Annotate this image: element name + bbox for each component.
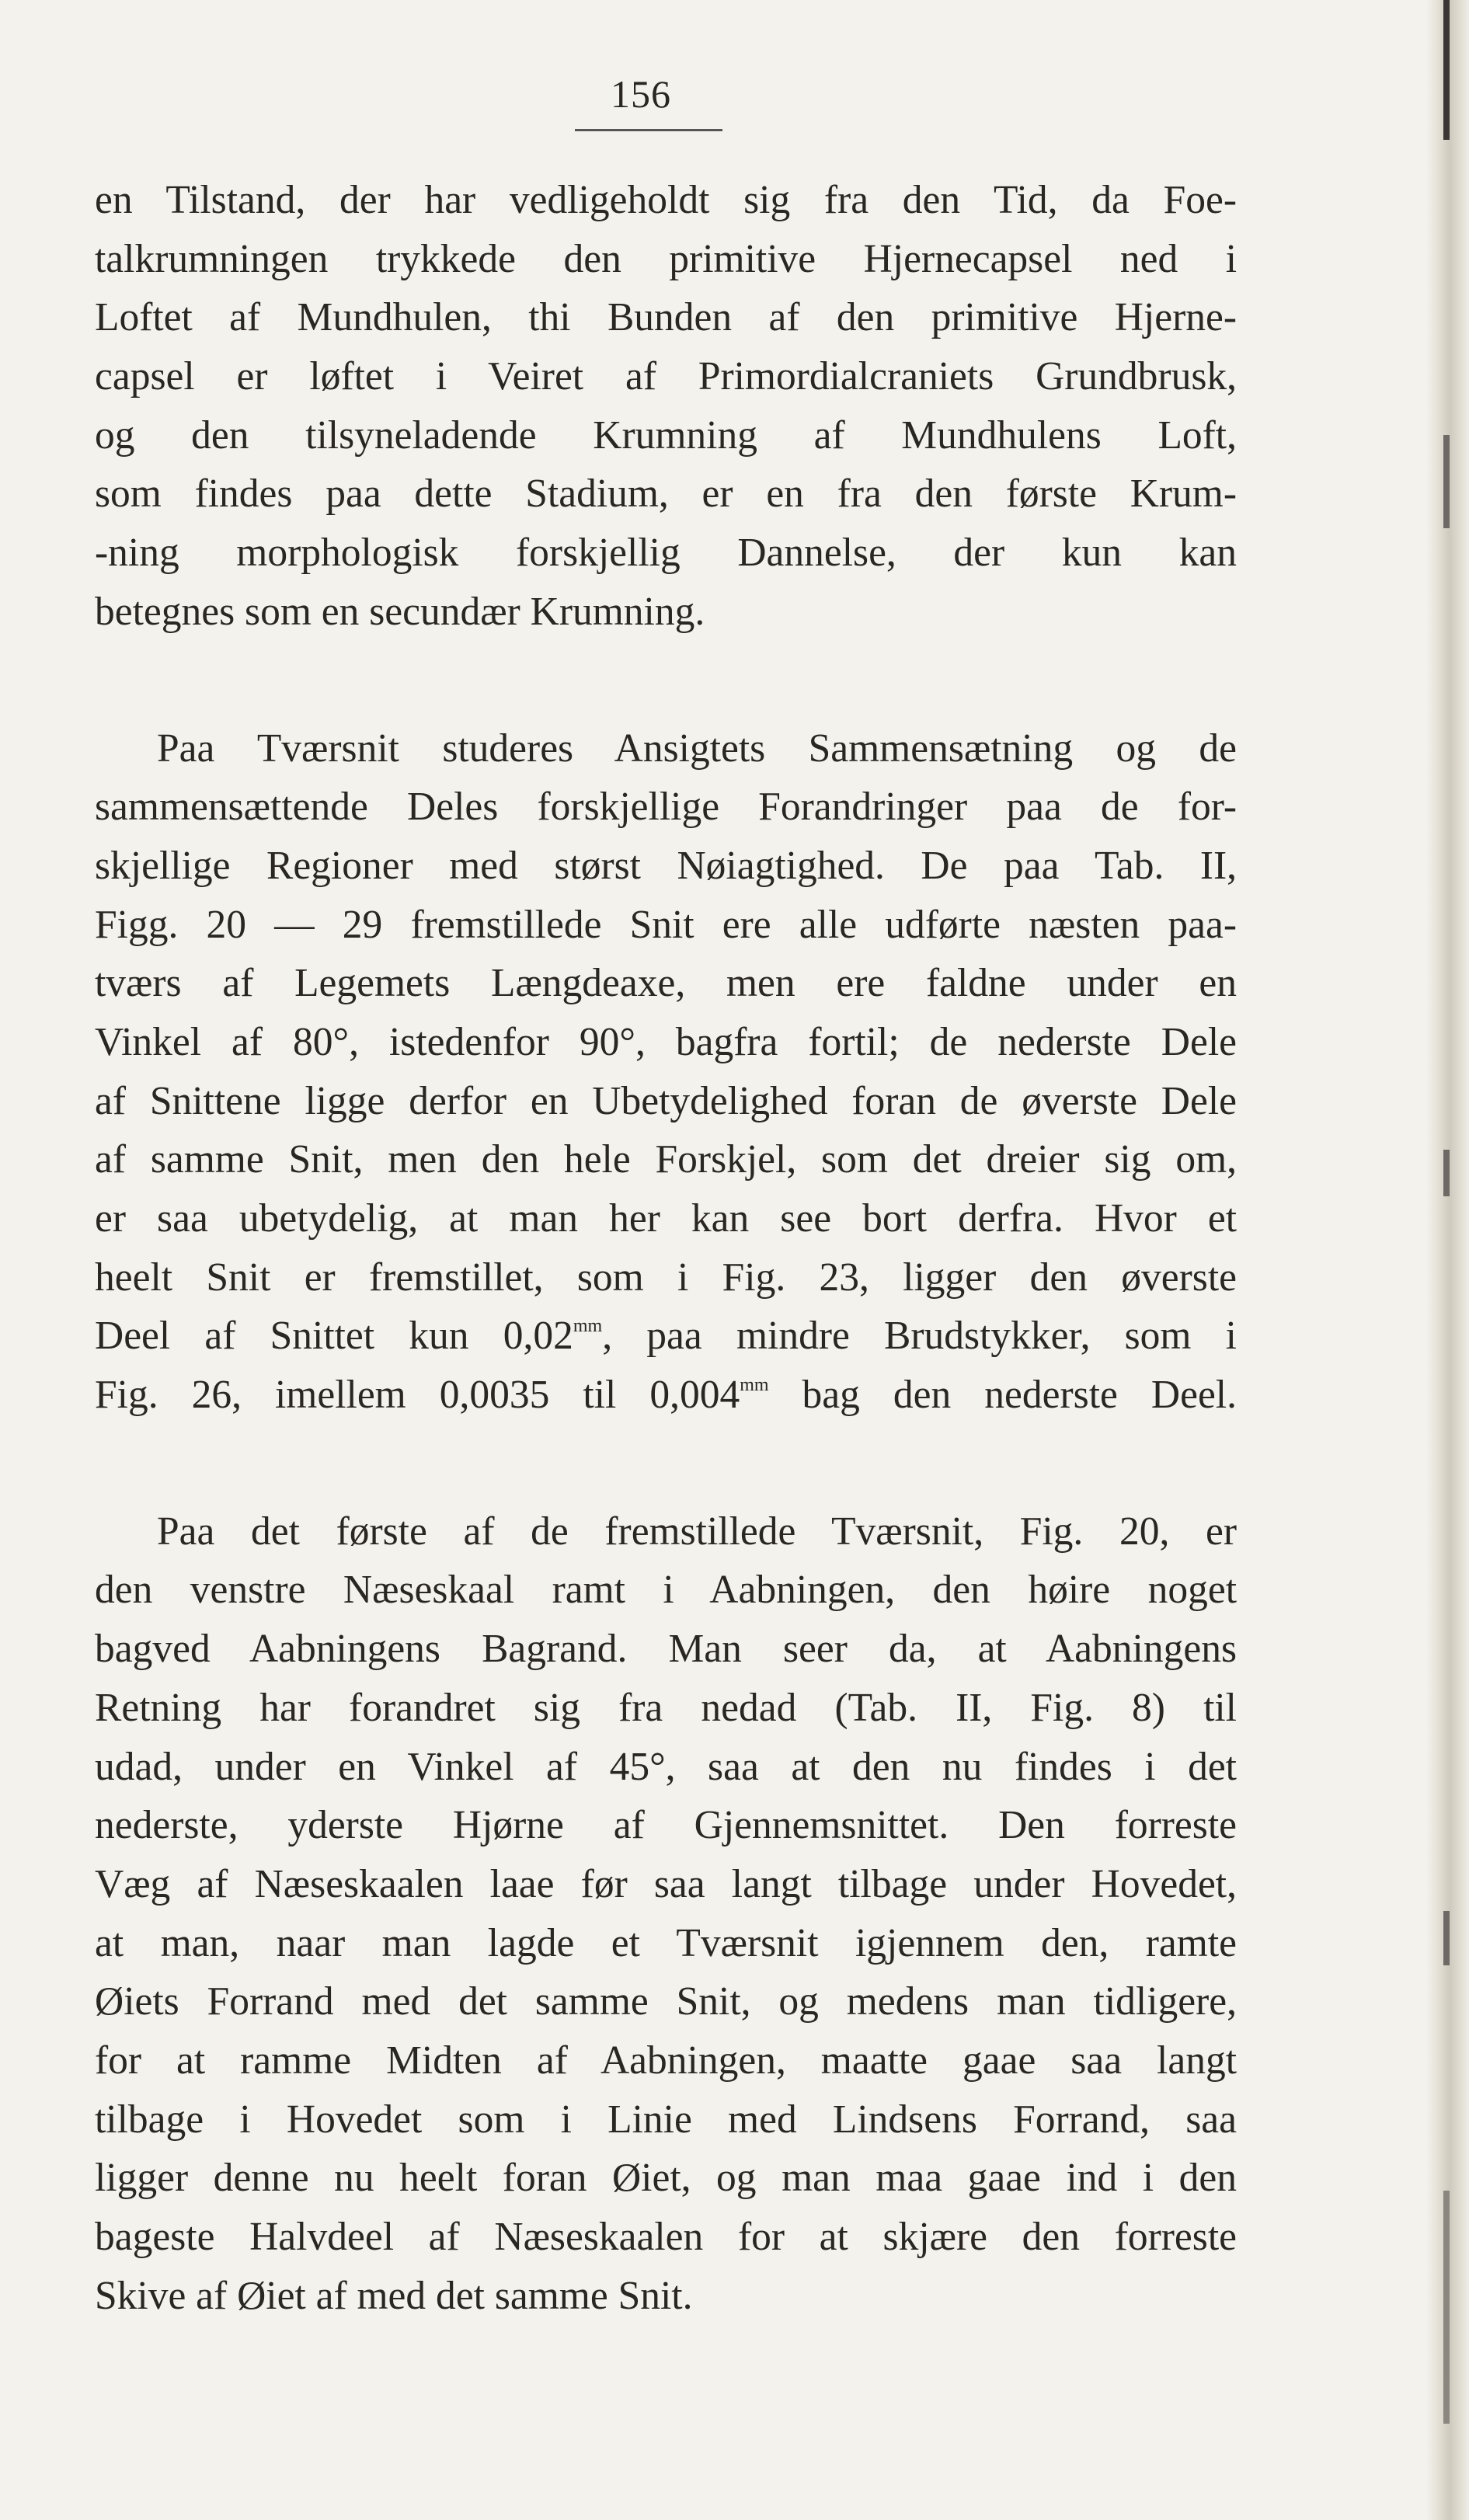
unit-superscript: mm	[740, 1375, 769, 1396]
text-line: Øiets Forrand med det samme Snit, og medens man tidligere,	[95, 1979, 1237, 2024]
binding-edge-mark	[1443, 1150, 1450, 1196]
text-line: heelt Snit er fremstillet, som i Fig. 23, ligger den øverste	[95, 1255, 1237, 1300]
text-line: Retning har forandret sig fra nedad (Tab. II, Fig. 8) til	[95, 1685, 1237, 1730]
text-line: at man, naar man lagde et Tværsnit igjennem den, ramte	[95, 1920, 1237, 1965]
text-line: Vinkel af 80°, istedenfor 90°, bagfra fortil; de nederste Dele	[95, 1019, 1237, 1064]
text-line: Væg af Næseskaalen laae før saa langt tilbage under Hovedet,	[95, 1861, 1237, 1906]
text-segment: Fig. 26, imellem 0,0035 til 0,004	[95, 1373, 740, 1418]
text-segment: bag den nederste Deel.	[768, 1373, 1237, 1418]
text-line: af samme Snit, men den hele Forskjel, som det dreier sig om,	[95, 1137, 1237, 1182]
text-line: Skive af Øiet af med det samme Snit.	[95, 2273, 693, 2318]
text-line: og den tilsyneladende Krumning af Mundhulens Loft,	[95, 412, 1237, 458]
text-line: -ning morphologisk forskjellig Dannelse, der kun kan	[95, 531, 1237, 576]
text-line: bagved Aabningens Bagrand. Man seer da, at Aabningens	[95, 1627, 1237, 1672]
text-line: ligger denne nu heelt foran Øiet, og man maa gaae ind i den	[95, 2156, 1237, 2201]
text-line: den venstre Næseskaal ramt i Aabningen, den høire noget	[95, 1568, 1237, 1613]
text-line: en Tilstand, der har vedligeholdt sig fra den Tid, da Foe-	[95, 178, 1237, 222]
binding-edge-mark	[1443, 0, 1450, 140]
page-number-rule	[575, 129, 722, 131]
binding-edge-mark	[1443, 1911, 1450, 1965]
text-line: Figg. 20 — 29 fremstillede Snit ere alle udførte næsten paa-	[95, 902, 1237, 947]
text-line: Paa det første af de fremstillede Tværsnit, Fig. 20, er	[157, 1509, 1237, 1554]
paragraph-2	[95, 719, 1237, 1425]
text-line-with-unit	[95, 1366, 1237, 1425]
binding-edge-mark	[1443, 435, 1450, 528]
unit-superscript: mm	[573, 1316, 603, 1337]
text-line: nederste, yderste Hjørne af Gjennemsnittet. Den forreste	[95, 1803, 1237, 1848]
page-number: 156	[611, 72, 671, 116]
paragraph-gap	[95, 642, 1237, 719]
text-line-with-unit	[95, 1307, 1237, 1366]
text-line: sammensættende Deles forskjellige Forandringer paa de for-	[95, 785, 1237, 830]
text-line: er saa ubetydelig, at man her kan see bort derfra. Hvor et	[95, 1196, 1237, 1241]
text-segment: , paa mindre Brudstykker, som i	[602, 1314, 1237, 1359]
text-line: udad, under en Vinkel af 45°, saa at den nu findes i det	[95, 1744, 1237, 1789]
text-line: Loftet af Mundhulen, thi Bunden af den primitive Hjerne-	[95, 295, 1237, 340]
text-line: som findes paa dette Stadium, er en fra den første Krum-	[95, 472, 1237, 517]
paragraph-gap	[95, 1425, 1237, 1502]
paragraph-3	[95, 1502, 1237, 2326]
binding-edge-mark	[1443, 2191, 1450, 2424]
text-line: capsel er løftet i Veiret af Primordialcraniets Grundbrusk,	[95, 354, 1237, 399]
text-line: Paa Tværsnit studeres Ansigtets Sammensætning og de	[157, 726, 1237, 771]
text-line: talkrumningen trykkede den primitive Hjernecapsel ned i	[95, 236, 1237, 281]
binding-edge	[1426, 0, 1469, 2520]
body-text	[95, 171, 1237, 2325]
text-line: af Snittene ligge derfor en Ubetydelighed foran de øverste Dele	[95, 1078, 1237, 1123]
text-line: tværs af Legemets Længdeaxe, men ere faldne under en	[95, 961, 1237, 1006]
text-line: tilbage i Hovedet som i Linie med Lindsens Forrand, saa	[95, 2097, 1237, 2142]
text-line: bageste Halvdeel af Næseskaalen for at skjære den forreste	[95, 2215, 1237, 2259]
text-segment: Deel af Snittet kun 0,02	[95, 1314, 573, 1359]
text-line: skjellige Regioner med størst Nøiagtighed. De paa Tab. II,	[95, 843, 1237, 888]
paragraph-1	[95, 171, 1237, 642]
text-line: for at ramme Midten af Aabningen, maatte gaae saa langt	[95, 2038, 1237, 2083]
text-line: betegnes som en secundær Krumning.	[95, 589, 705, 634]
